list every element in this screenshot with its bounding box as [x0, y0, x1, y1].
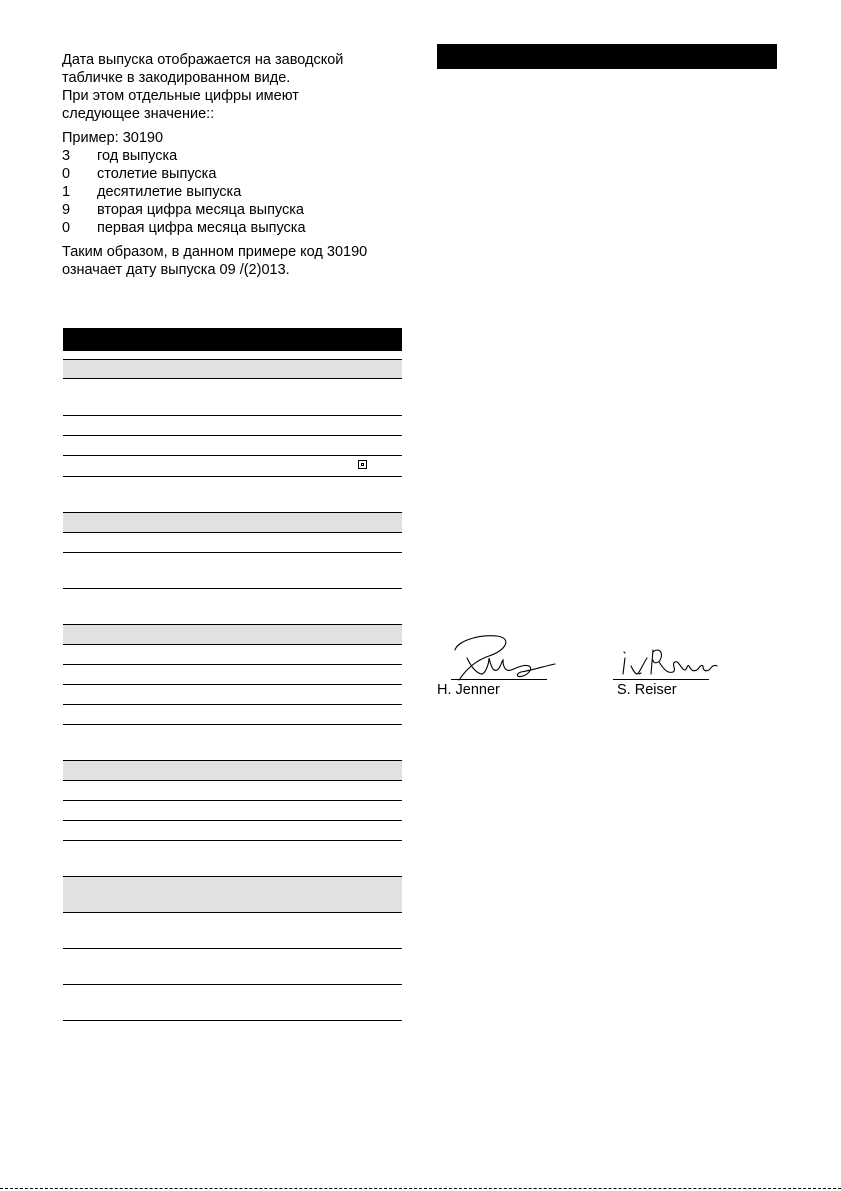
table-row [63, 436, 402, 456]
intro-line-4: следующее значение:: [62, 106, 215, 122]
summary-line-1: Таким образом, в данном примере код 30190 [62, 244, 368, 260]
table-section-header [63, 359, 402, 379]
code-meaning: первая цифра месяца выпуска [97, 220, 306, 236]
signature-reiser [613, 640, 733, 700]
code-meaning: столетие выпуска [97, 166, 217, 182]
intro-line-3: При этом отдельные цифры имеют [62, 88, 299, 104]
code-row [62, 147, 407, 165]
date-code-explanation [62, 51, 407, 279]
example-label: Пример: 30190 [62, 130, 164, 146]
table-row [63, 781, 402, 801]
table-row [63, 841, 402, 877]
signer-name: H. Jenner [437, 682, 500, 698]
intro-line-2: табличке в закодированном виде. [62, 70, 291, 86]
protection-class-icon [358, 460, 367, 469]
code-meaning: вторая цифра месяца выпуска [97, 202, 305, 218]
table-section-header [63, 513, 402, 533]
table-row [63, 949, 402, 985]
table-row [63, 533, 402, 553]
table-row [63, 685, 402, 705]
table-row [63, 913, 402, 949]
summary-line-2: означает дату выпуска 09 /(2)013. [62, 262, 290, 278]
summary [62, 243, 407, 279]
table-section-header [63, 877, 402, 913]
table-section-header [63, 625, 402, 645]
code-row [62, 201, 407, 219]
table-row [63, 985, 402, 1021]
code-digit: 0 [62, 166, 71, 182]
technical-data-table [63, 328, 402, 1021]
code-digit: 3 [62, 148, 71, 164]
table-row [63, 665, 402, 685]
code-digit: 1 [62, 184, 71, 200]
table-row [63, 477, 402, 513]
table-row [63, 645, 402, 665]
table-row [63, 553, 402, 589]
table-row [63, 589, 402, 625]
table-row [63, 416, 402, 436]
table-row [63, 456, 402, 477]
table-section-header [63, 761, 402, 781]
page-bottom-rule [0, 1188, 841, 1189]
table-row [63, 821, 402, 841]
handwritten-signature-icon [613, 640, 733, 680]
table-row [63, 801, 402, 821]
code-digit: 9 [62, 202, 71, 218]
signature-line [613, 679, 709, 680]
table-header-bar [63, 328, 402, 351]
signature-jenner [437, 628, 547, 698]
table-row [63, 725, 402, 761]
code-row [62, 165, 407, 183]
code-meaning: год выпуска [97, 148, 178, 164]
code-meaning: десятилетие выпуска [97, 184, 242, 200]
code-row [62, 183, 407, 201]
signature-line [451, 679, 547, 680]
code-row [62, 219, 407, 237]
table-row [63, 379, 402, 416]
signer-name: S. Reiser [617, 682, 677, 698]
table-row [63, 705, 402, 725]
code-digit: 0 [62, 220, 71, 236]
intro-line-1: Дата выпуска отображается на заводской [62, 52, 344, 68]
section-header-bar [437, 44, 777, 69]
